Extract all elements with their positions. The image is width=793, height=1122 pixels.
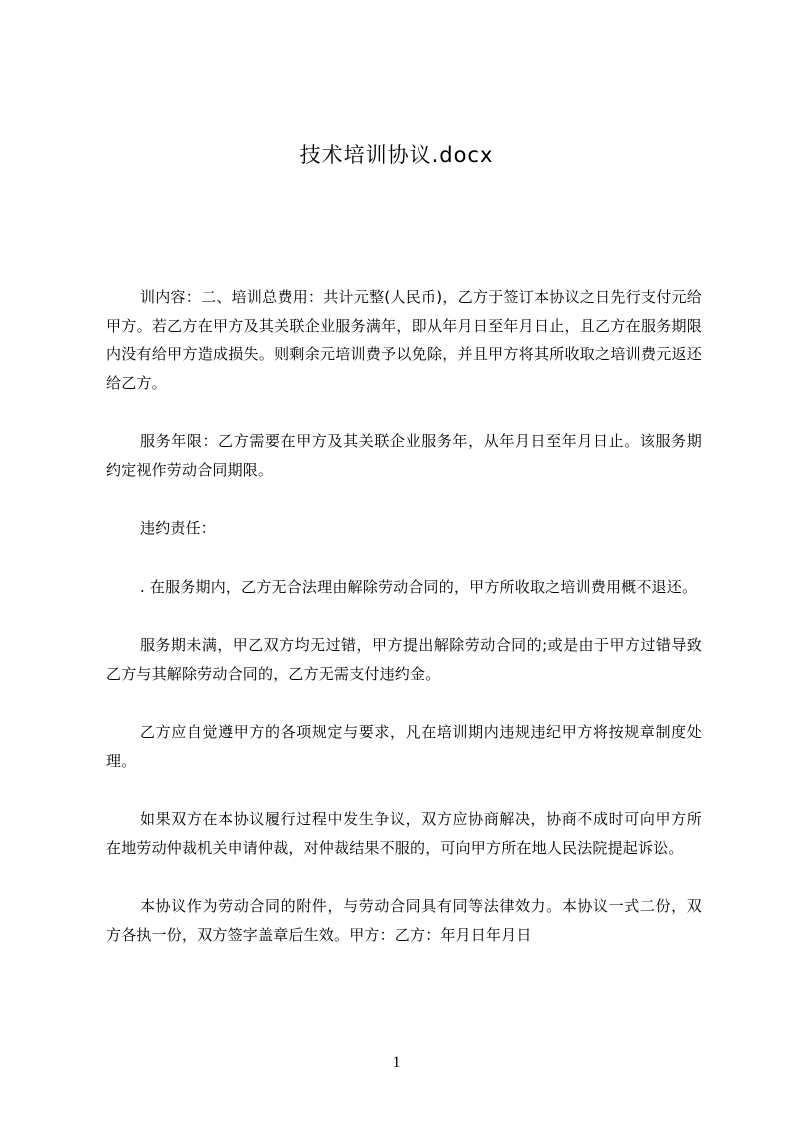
- document-title: 技术培训协议.docx: [299, 143, 494, 167]
- paragraph-breach-item-1: . 在服务期内，乙方无合法理由解除劳动合同的，甲方所收取之培训费用概不退还。: [140, 577, 698, 596]
- paragraph-compliance: 乙方应自觉遵甲方的各项规定与要求，凡在培训期内违规违纪甲方将按规章制度处理。: [106, 723, 702, 770]
- paragraph-effectiveness: 本协议作为劳动合同的附件，与劳动合同具有同等法律效力。本协议一式二份，双方各执一份，双方签字盖章后生效。甲方：乙方：年月日年月日: [106, 897, 702, 944]
- paragraph-service-term: 服务年限：乙方需要在甲方及其关联企业服务年，从年月日至年月日止。该服务期约定视作劳动合同期限。: [106, 432, 702, 479]
- paragraph-breach-item-2: 服务期未满，甲乙双方均无过错，甲方提出解除劳动合同的;或是由于甲方过错导致乙方与其解除劳动合同的，乙方无需支付违约金。: [106, 636, 702, 683]
- document-body: [106, 283, 702, 949]
- paragraph-breach-heading: 违约责任：: [140, 519, 217, 537]
- page-number: 1: [392, 1054, 401, 1071]
- paragraph-training-fees: 训内容：二、培训总费用：共计元整(人民币)，乙方于签订本协议之日先行支付元给甲方。若乙方在甲方及其关联企业服务满年，即从年月日至年月日止，且乙方在服务期限内没有给甲方造成损失。则剩余元培训费予以免除，并且甲方将其所收取之培训费元返还给乙方。: [106, 288, 702, 392]
- paragraph-disputes: 如果双方在本协议履行过程中发生争议，双方应协商解决，协商不成时可向甲方所在地劳动仲裁机关申请仲裁，对仲裁结果不服的，可向甲方所在地人民法院提起诉讼。: [106, 810, 702, 857]
